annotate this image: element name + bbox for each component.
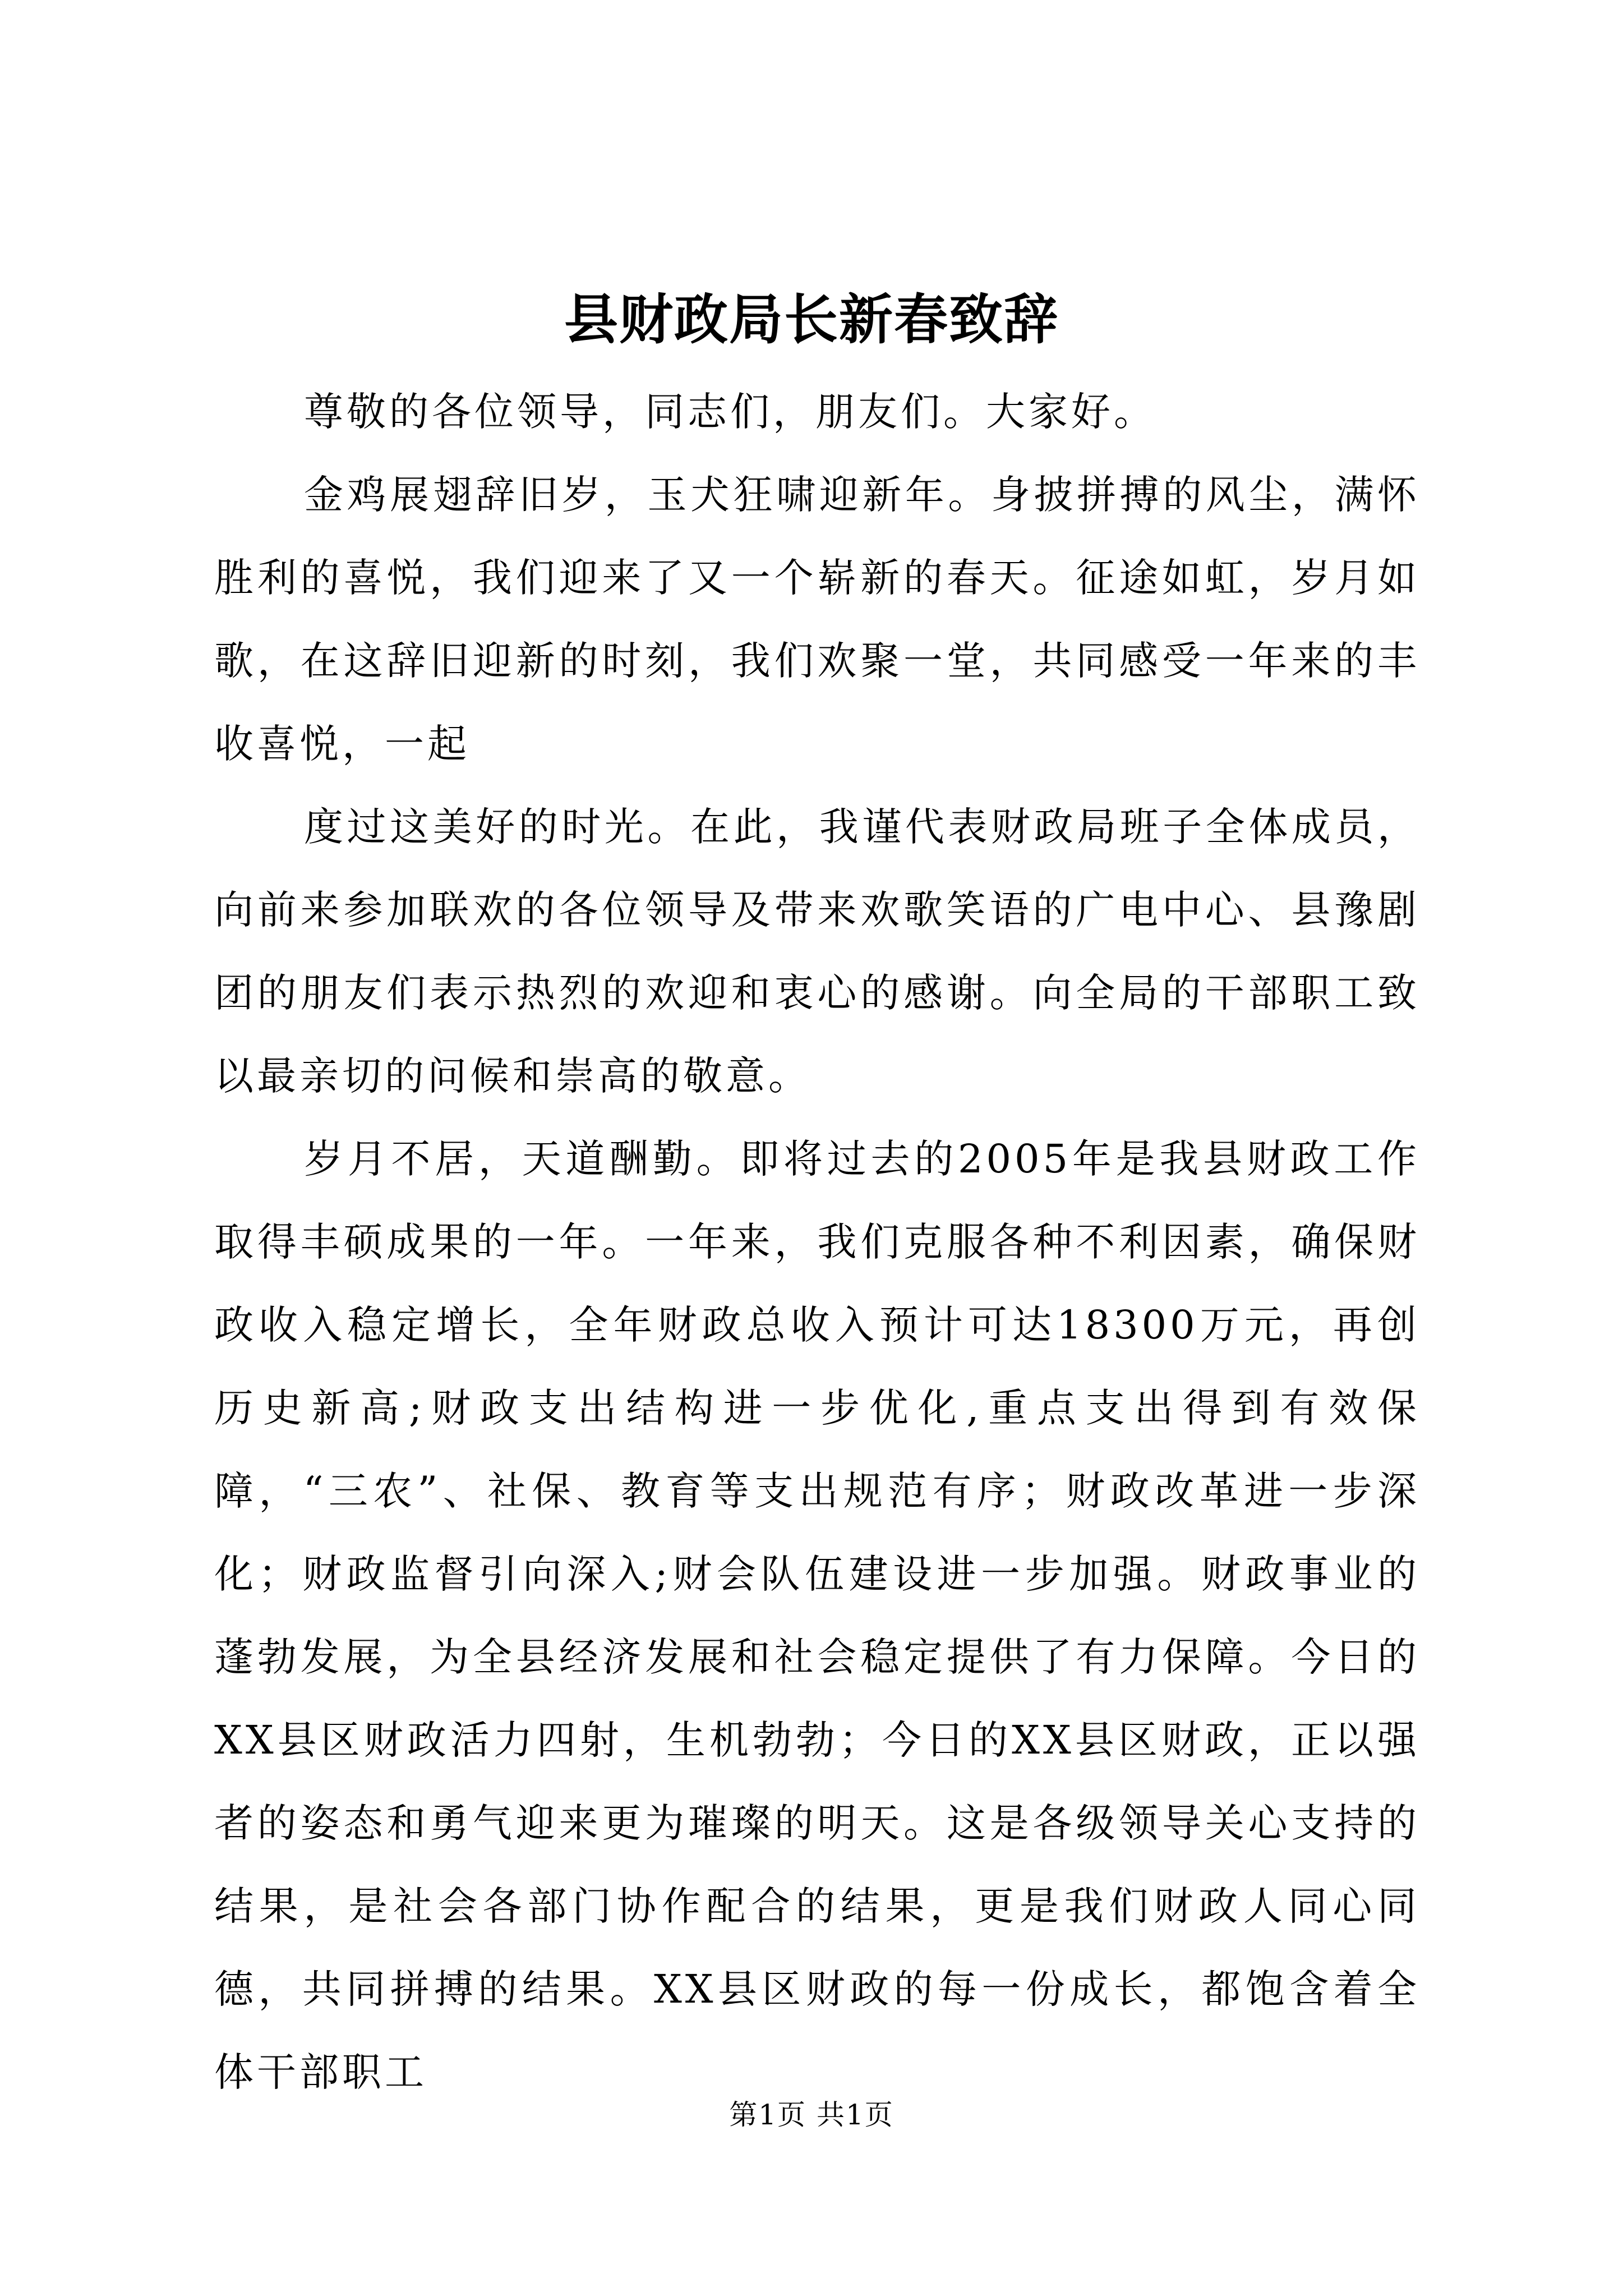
paragraph-thanks: 度过这美好的时光。在此，我谨代表财政局班子全体成员，向前来参加联欢的各位领导及带来欢歌笑语的广电中心、县豫剧团的朋友们表示热烈的欢迎和衷心的感谢。向全局的干部职工致以最亲切的问候和崇高的敬意。 [214, 804, 1420, 1099]
paragraph-new-year: 金鸡展翅辞旧岁，玉犬狂啸迎新年。身披拼搏的风尘，满怀胜利的喜悦，我们迎来了又一个崭新的春天。征途如虹，岁月如歌，在这辞旧迎新的时刻，我们欢聚一堂，共同感受一年来的丰收喜悦，一起 [214, 472, 1420, 767]
paragraph-achievements: 岁月不居，天道酬勤。即将过去的2005年是我县财政工作取得丰硕成果的一年。一年来，我们克服各种不利因素，确保财政收入稳定增长，全年财政总收入预计可达18300万元，再创历史新高;财政支出结构进一步优化,重点支出得到有效保障，“三农”、社保、教育等支出规范有序；财政改革进一步深化；财政监督引向深入;财会队伍建设进一步加强。财政事业的蓬勃发展，为全县经济发展和社会稳定提供了有力保障。今日的XX县区财政活力四射，生机勃勃；今日的XX县区财政，正以强者的姿态和勇气迎来更为璀璨的明天。这是各级领导关心支持的结果，是社会各部门协作配合的结果，更是我们财政人同心同德，共同拼搏的结果。XX县区财政的每一份成长，都饱含着全体干部职工 [214, 1136, 1420, 2095]
document-body [214, 370, 1420, 2114]
paragraph-greeting: 尊敬的各位领导，同志们，朋友们。大家好。 [304, 389, 1156, 435]
document-title: 县财政局长新春致辞 [564, 288, 1059, 351]
page-footer: 第1页 共1页 [729, 2099, 894, 2131]
